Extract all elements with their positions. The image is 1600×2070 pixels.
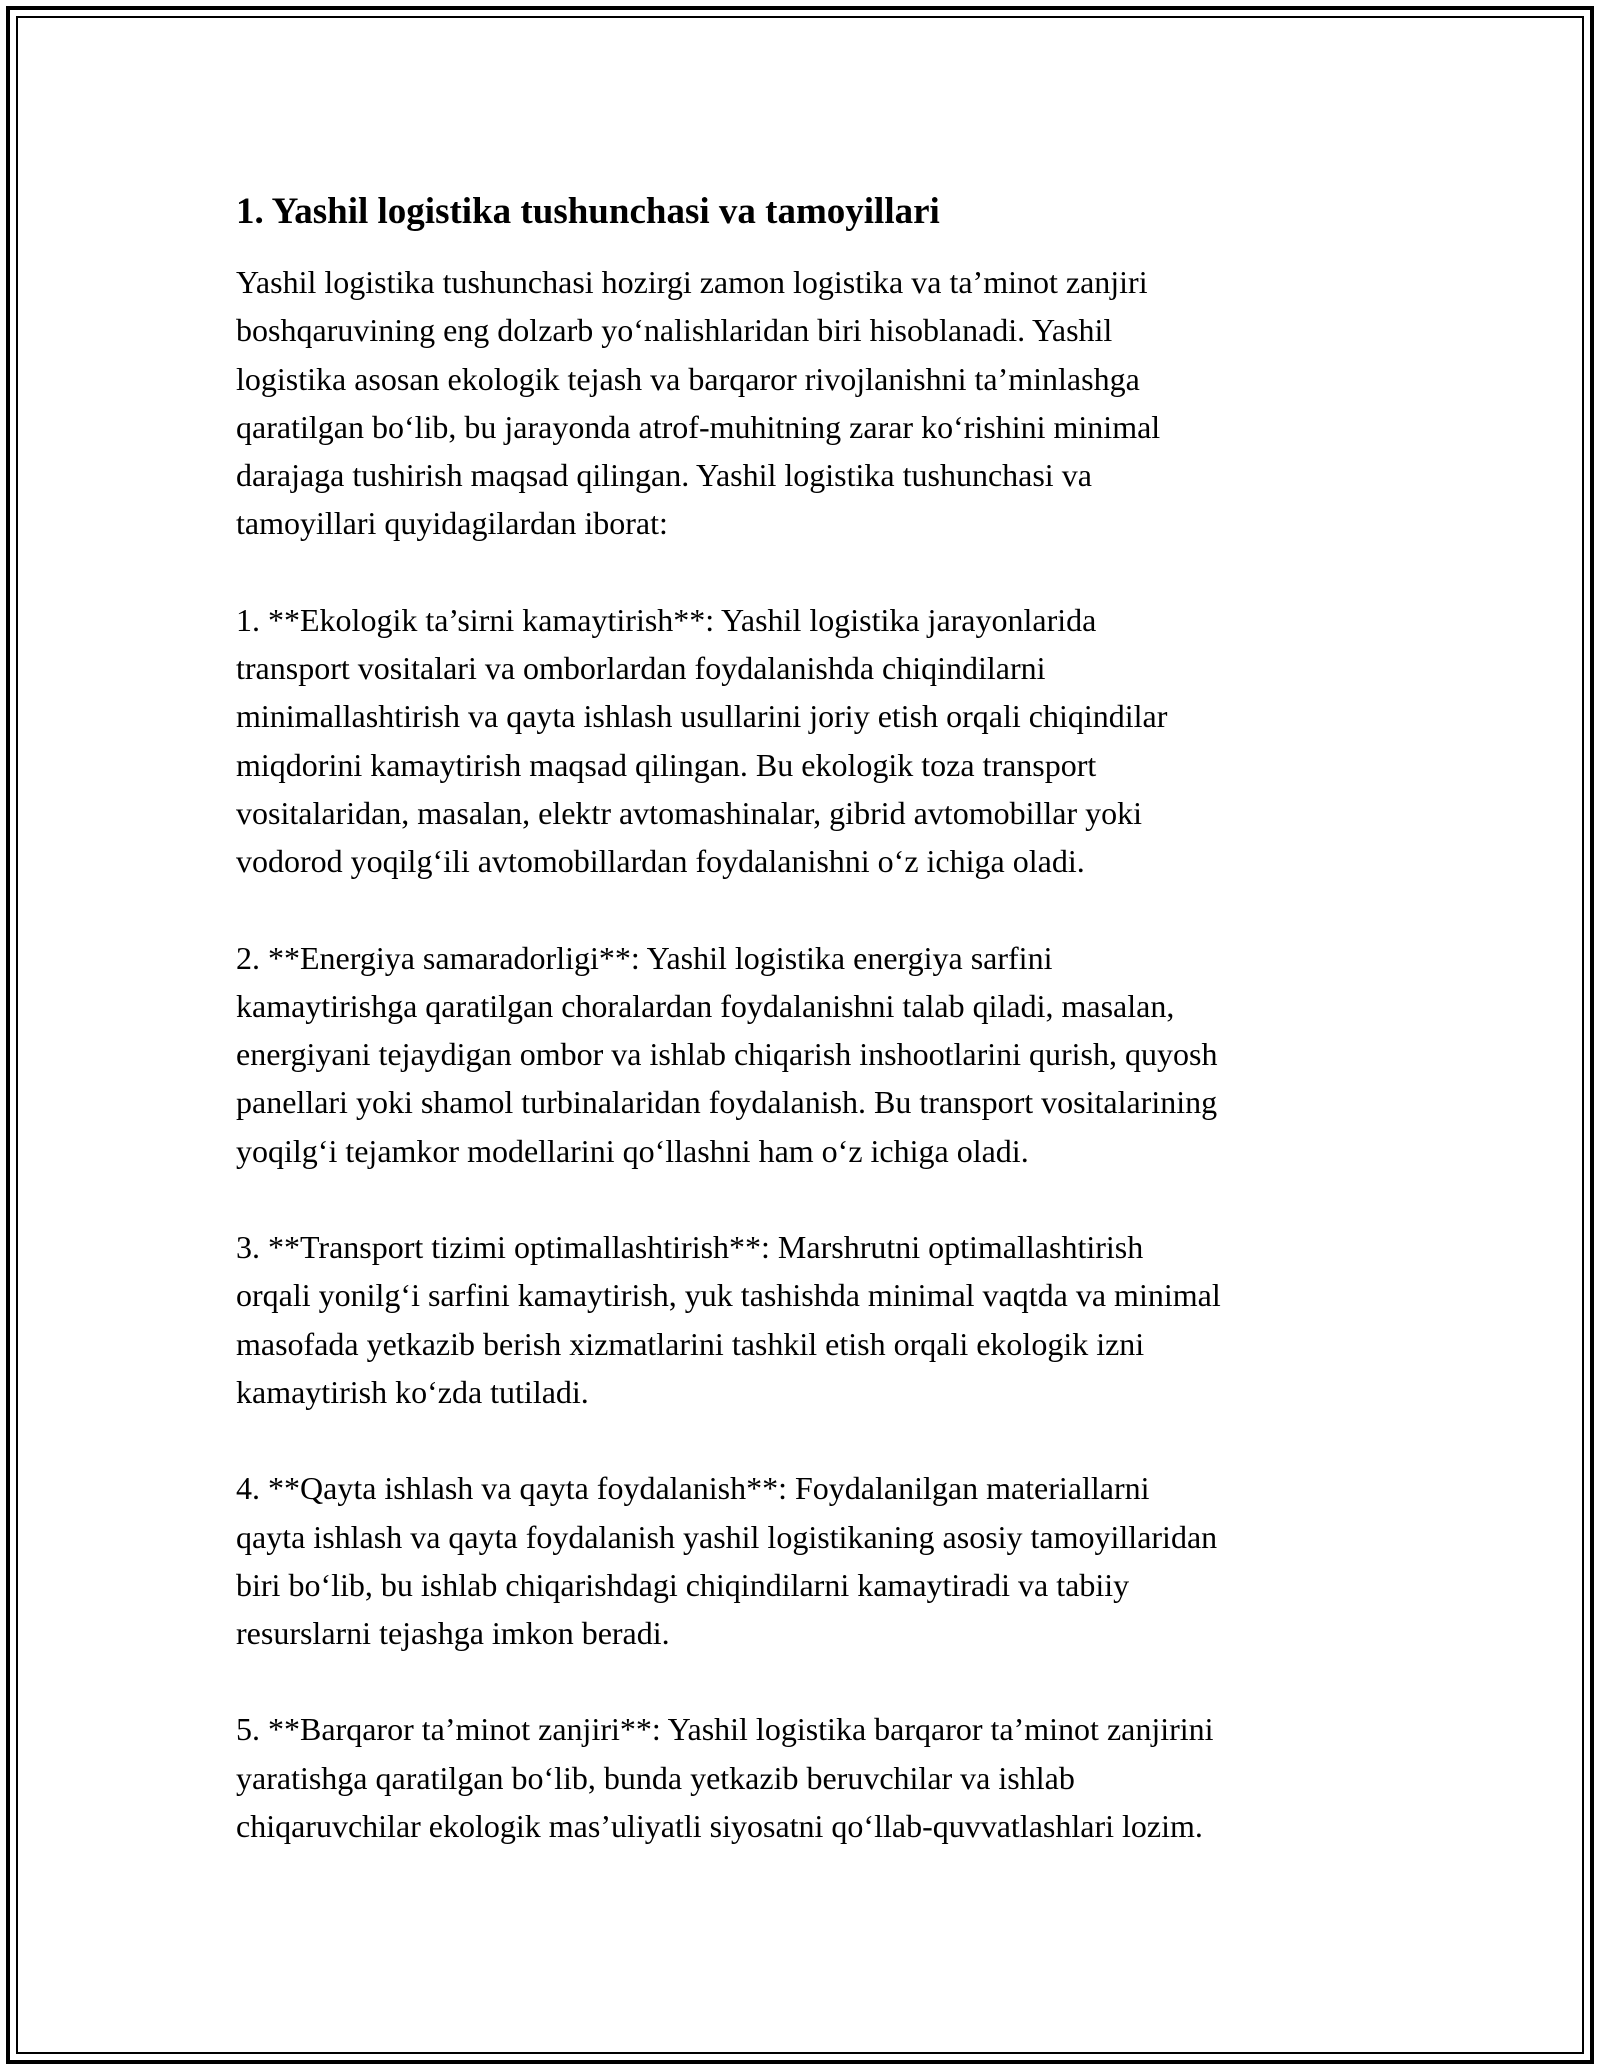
document-body <box>236 188 1376 1850</box>
paragraph-line: logistika asosan ekologik tejash va barqaror rivojlanishni ta’minlashga <box>236 360 1140 397</box>
paragraph-spacer <box>236 548 1376 596</box>
principle-item-4 <box>236 1464 1376 1657</box>
paragraph-line: Yashil logistika tushunchasi hozirgi zamon logistika va ta’minot zanjiri <box>236 264 1148 300</box>
paragraph-spacer <box>236 886 1376 934</box>
paragraph-line: resurslarni tejashga imkon beradi. <box>236 1615 670 1652</box>
paragraph-line: masofada yetkazib berish xizmatlarini tashkil etish orqali ekologik izni <box>236 1325 1145 1362</box>
paragraph-line: 2. **Energiya samaradorligi**: Yashil logistika energiya sarfini <box>236 939 1053 976</box>
paragraph-line: kamaytirishga qaratilgan choralardan foydalanishni talab qiladi, masalan, <box>236 987 1175 1024</box>
principle-item-5 <box>236 1705 1376 1850</box>
paragraph-line: tamoyillari quyidagilardan iborat: <box>236 505 668 542</box>
paragraph-spacer <box>236 1416 1376 1464</box>
paragraph-line: vositalaridan, masalan, elektr avtomashinalar, gibrid avtomobillar yoki <box>236 794 1143 831</box>
paragraph-line: biri bo‘lib, bu ishlab chiqarishdagi chiqindilarni kamaytiradi va tabiiy <box>236 1566 1130 1603</box>
paragraph-line: panellari yoki shamol turbinalaridan foydalanish. Bu transport vositalarining <box>236 1084 1218 1121</box>
principle-item-3 <box>236 1223 1376 1416</box>
paragraph-line: boshqaruvining eng dolzarb yo‘nalishlaridan biri hisoblanadi. Yashil <box>236 312 1113 349</box>
paragraph-line: orqali yonilg‘i sarfini kamaytirish, yuk tashishda minimal vaqtda va minimal <box>236 1277 1221 1314</box>
paragraph-line: 5. **Barqaror ta’minot zanjiri**: Yashil logistika barqaror ta’minot zanjirini <box>236 1711 1214 1748</box>
paragraph-line: miqdorini kamaytirish maqsad qilingan. Bu ekologik toza transport <box>236 746 1097 783</box>
paragraph-line: kamaytirish ko‘zda tutiladi. <box>236 1373 589 1410</box>
paragraph-line: darajaga tushirish maqsad qilingan. Yashil logistika tushunchasi va <box>236 457 1092 494</box>
paragraph-line: chiqaruvchilar ekologik mas’uliyatli siyosatni qo‘llab-quvvatlashlari lozim. <box>236 1808 1203 1845</box>
intro-paragraph <box>236 258 1376 548</box>
paragraph-line: qayta ishlash va qayta foydalanish yashil logistikaning asosiy tamoyillaridan <box>236 1518 1218 1555</box>
paragraph-line: energiyani tejaydigan ombor va ishlab chiqarish inshootlarini qurish, quyosh <box>236 1036 1218 1073</box>
paragraph-line: vodorod yoqilg‘ili avtomobillardan foydalanishni o‘z ichiga oladi. <box>236 843 1085 880</box>
section-title: 1. Yashil logistika tushunchasi va tamoyillari <box>236 191 940 232</box>
paragraph-line: transport vositalari va omborlardan foydalanishda chiqindilarni <box>236 650 1046 687</box>
principle-item-1 <box>236 596 1376 886</box>
paragraph-line: qaratilgan bo‘lib, bu jarayonda atrof-muhitning zarar ko‘rishini minimal <box>236 408 1161 445</box>
paragraph-line: yaratishga qaratilgan bo‘lib, bunda yetkazib beruvchilar va ishlab <box>236 1759 1075 1796</box>
paragraph-line: 1. **Ekologik ta’sirni kamaytirish**: Yashil logistika jarayonlarida <box>236 601 1097 638</box>
paragraph-line: 4. **Qayta ishlash va qayta foydalanish**: Foydalanilgan materiallarni <box>236 1470 1150 1507</box>
paragraph-line: yoqilg‘i tejamkor modellarini qo‘llashni ham o‘z ichiga oladi. <box>236 1132 1029 1169</box>
paragraph-spacer <box>236 1657 1376 1705</box>
principle-item-2 <box>236 934 1376 1175</box>
paragraph-spacer <box>236 1175 1376 1223</box>
paragraph-line: minimallashtirish va qayta ishlash usullarini joriy etish orqali chiqindilar <box>236 698 1168 735</box>
paragraph-line: 3. **Transport tizimi optimallashtirish**: Marshrutni optimallashtirish <box>236 1229 1144 1266</box>
